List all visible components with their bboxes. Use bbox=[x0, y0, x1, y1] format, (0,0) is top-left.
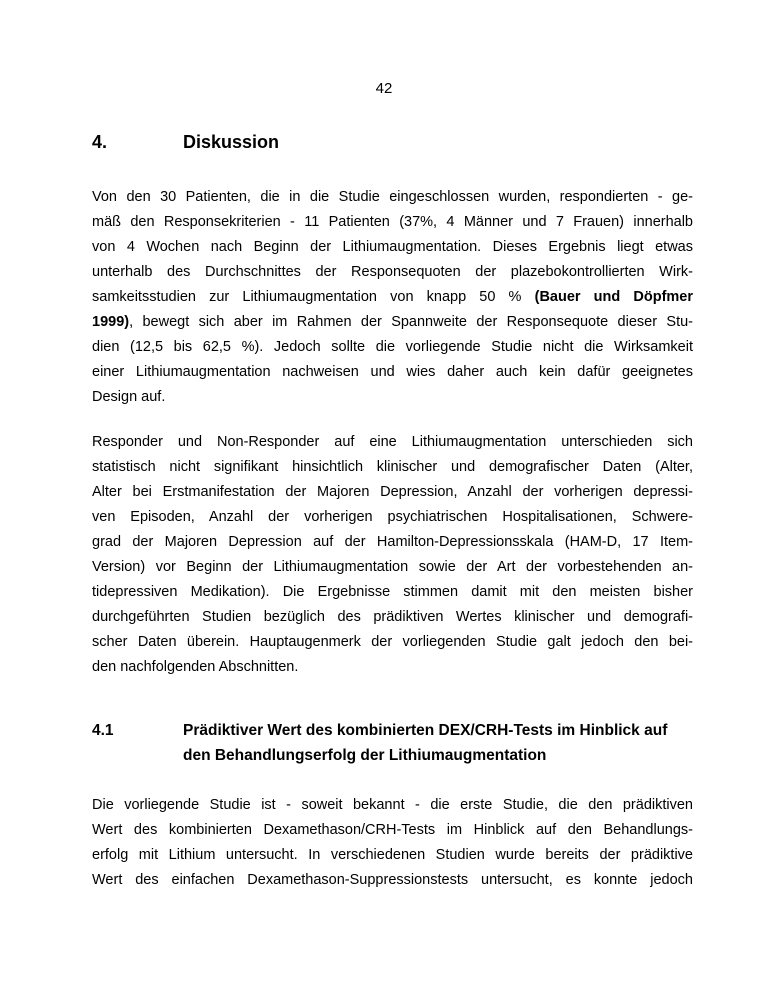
text-line: grad der Majoren Depression auf der Hamilton-Depressionsskala (HAM-D, 17 Item- bbox=[92, 534, 693, 550]
text-line: scher Daten überein. Hauptaugenmerk der vorliegenden Studie galt jedoch den bei- bbox=[92, 634, 693, 650]
subsection-title bbox=[183, 718, 693, 768]
text-line: erfolg mit Lithium untersucht. In verschiedenen Studien wurde bereits der prädiktive bbox=[92, 847, 693, 863]
text-line: Wert des einfachen Dexamethason-Suppressionstests untersucht, es konnte jedoch bbox=[92, 872, 693, 888]
text-line bbox=[92, 310, 693, 335]
text-line: Alter bei Erstmanifestation der Majoren Depression, Anzahl der vorherigen depressi- bbox=[92, 484, 693, 500]
paragraph-predictive-value bbox=[92, 793, 693, 893]
subsection-title-line: Prädiktiver Wert des kombinierten DEX/CRH-Tests im Hinblick auf bbox=[183, 722, 668, 739]
text-line: statistisch nicht signifikant hinsichtlich klinischer und demografischer Daten (Alter, bbox=[92, 459, 693, 475]
citation-bold-segment: (Bauer und Döpfmer bbox=[534, 289, 693, 305]
text-segment: samkeitsstudien zur Lithiumaugmentation von knapp 50 % bbox=[92, 289, 522, 305]
text-line: einer Lithiumaugmentation nachweisen und wies daher auch kein dafür geeignetes bbox=[92, 364, 693, 380]
page-number: 42 bbox=[375, 80, 393, 97]
text-line: Responder und Non-Responder auf eine Lithiumaugmentation unterschieden sich bbox=[92, 434, 693, 450]
text-line: Die vorliegende Studie ist - soweit bekannt - die erste Studie, die den prädiktiven bbox=[92, 797, 693, 813]
chapter-heading bbox=[92, 132, 693, 153]
subsection-title-line: den Behandlungserfolg der Lithiumaugmentation bbox=[183, 747, 547, 764]
text-line: mäß den Responsekriterien - 11 Patienten (37%, 4 Männer und 7 Frauen) innerhalb bbox=[92, 214, 693, 230]
text-line bbox=[92, 285, 693, 310]
citation-bold-segment: 1999) bbox=[92, 314, 130, 330]
paragraph-responder-comparison bbox=[92, 430, 693, 680]
text-line: Version) vor Beginn der Lithiumaugmentation sowie der Art der vorbestehenden an- bbox=[92, 559, 693, 575]
chapter-number: 4. bbox=[92, 132, 108, 152]
text-line: unterhalb des Durchschnittes der Responsequoten der plazebokontrollierten Wirk- bbox=[92, 264, 693, 280]
paragraph-response-rate bbox=[92, 185, 693, 410]
text-segment: , bewegt sich aber im Rahmen der Spannweite der Responsequote dieser Stu- bbox=[129, 314, 693, 330]
text-line: tidepressiven Medikation). Die Ergebnisse stimmen damit mit den meisten bisher bbox=[92, 584, 693, 600]
text-line: Design auf. bbox=[92, 389, 166, 405]
section-subheading bbox=[92, 718, 693, 768]
text-line: den nachfolgenden Abschnitten. bbox=[92, 659, 299, 675]
subsection-number: 4.1 bbox=[92, 722, 114, 739]
chapter-title: Diskussion bbox=[183, 132, 280, 152]
text-line: ven Episoden, Anzahl der vorherigen psychiatrischen Hospitalisationen, Schwere- bbox=[92, 509, 693, 525]
text-line: dien (12,5 bis 62,5 %). Jedoch sollte die vorliegende Studie nicht die Wirksamkeit bbox=[92, 339, 693, 355]
text-line: durchgeführten Studien bezüglich des prädiktiven Wertes klinischer und demografi- bbox=[92, 609, 693, 625]
text-line: von 4 Wochen nach Beginn der Lithiumaugmentation. Dieses Ergebnis liegt etwas bbox=[92, 239, 693, 255]
text-line: Von den 30 Patienten, die in die Studie eingeschlossen wurden, respondierten - ge- bbox=[92, 189, 693, 205]
text-line: Wert des kombinierten Dexamethason/CRH-Tests im Hinblick auf den Behandlungs- bbox=[92, 822, 693, 838]
